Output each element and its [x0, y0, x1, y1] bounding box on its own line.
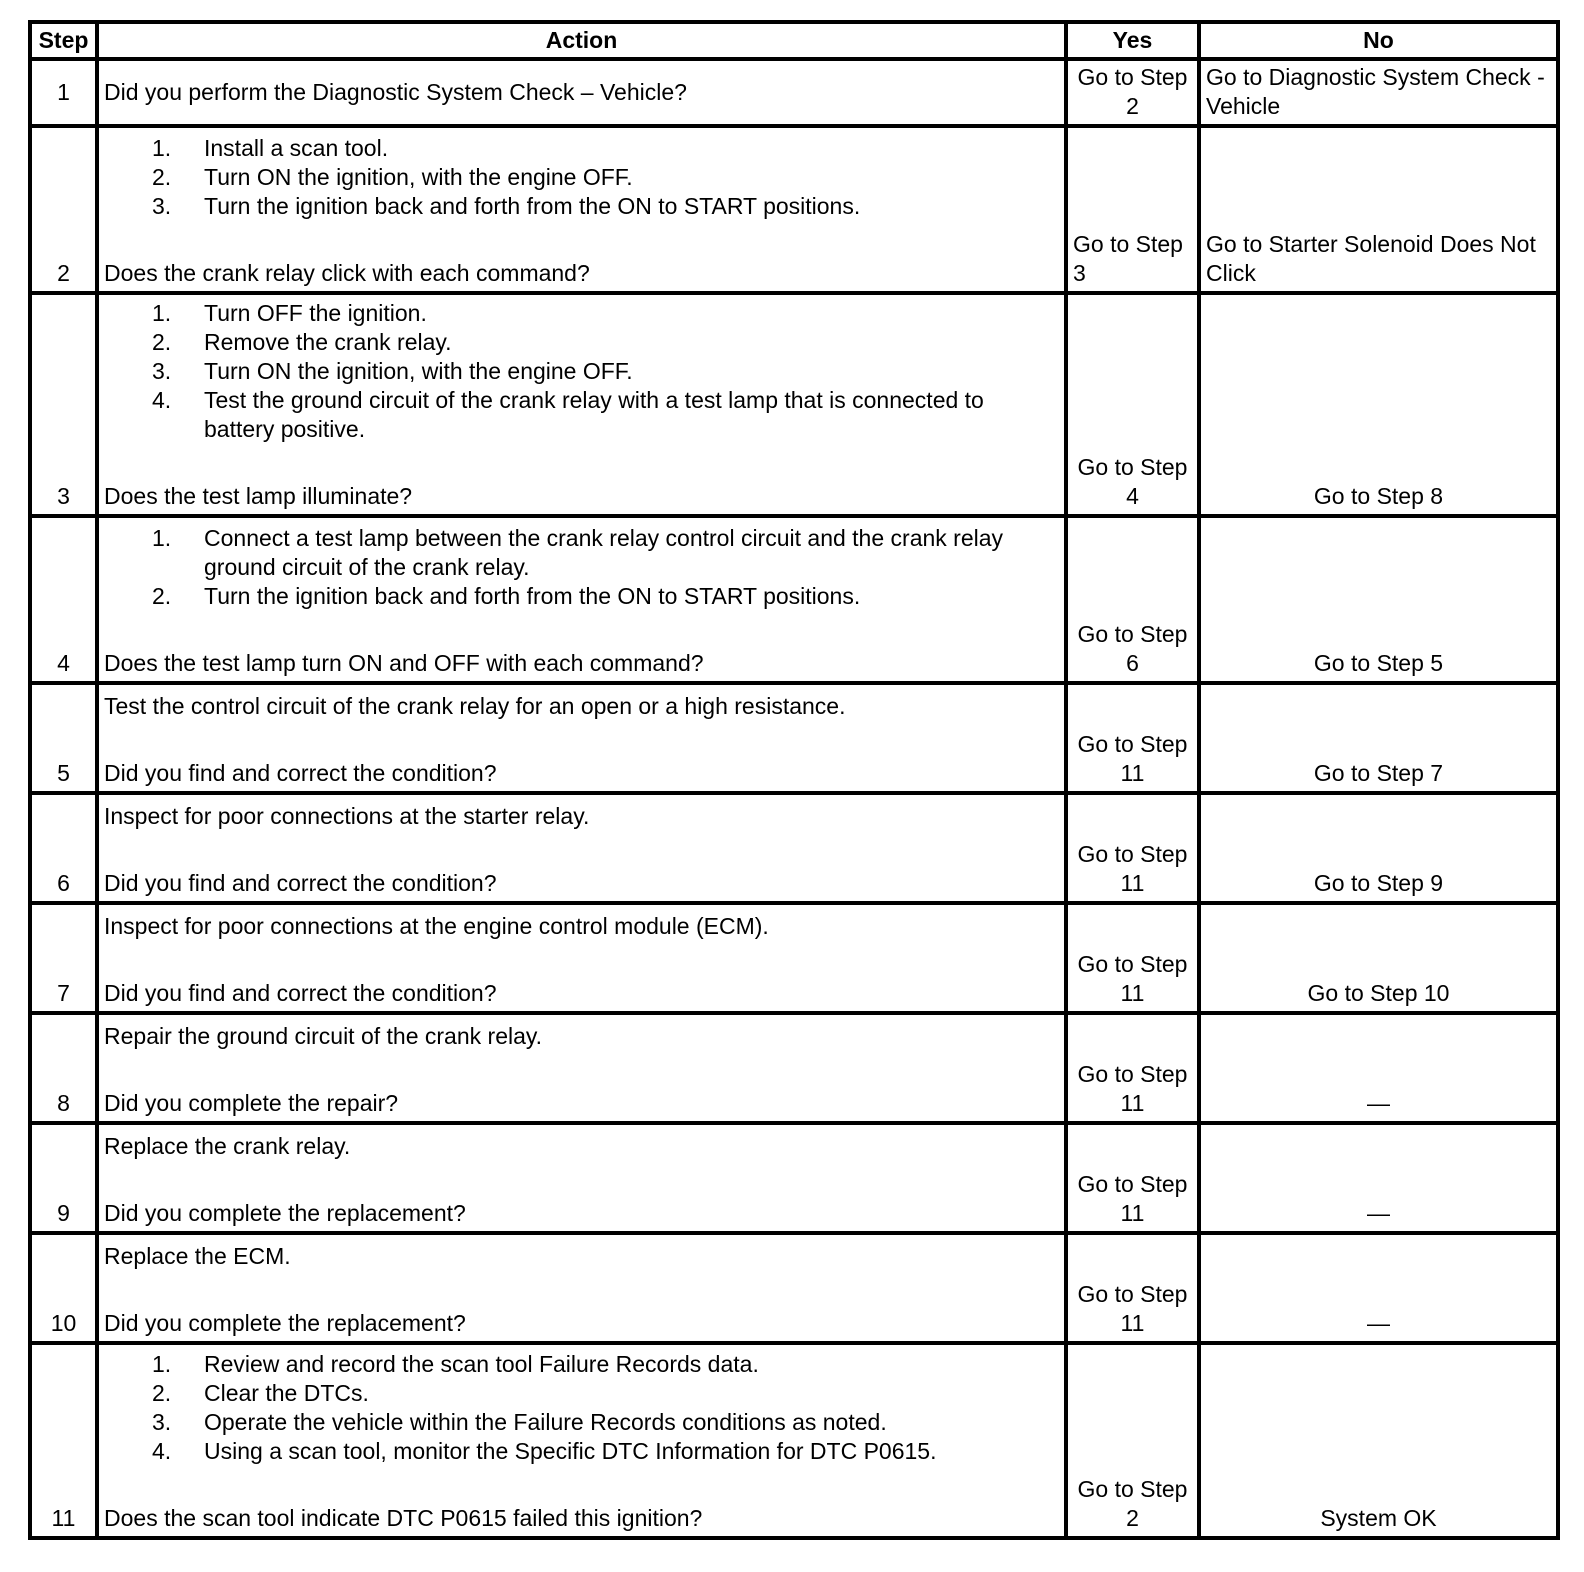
list-item-number: 2. — [152, 329, 172, 355]
action-question: Did you find and correct the condition? — [104, 760, 497, 786]
action-steps-list — [104, 134, 1059, 221]
action-instruction: Inspect for poor connections at the engine control module (ECM). — [104, 913, 769, 939]
yes-result: Go to Step 11 — [1066, 1123, 1199, 1233]
yes-result: Go to Step 11 — [1066, 683, 1199, 793]
list-item-text: Install a scan tool. — [204, 135, 389, 161]
action-question: Did you complete the replacement? — [104, 1310, 466, 1336]
action-question: Did you complete the repair? — [104, 1090, 399, 1116]
step-number: 10 — [30, 1233, 97, 1343]
list-item-number: 1. — [152, 135, 172, 161]
action-instruction: Repair the ground circuit of the crank relay. — [104, 1023, 543, 1049]
action-cell — [97, 1123, 1066, 1233]
list-item-number: 2. — [152, 1380, 172, 1406]
yes-result: Go to Step 11 — [1066, 1013, 1199, 1123]
header-row — [30, 22, 1558, 59]
list-item — [152, 1408, 1059, 1437]
step-number: 6 — [30, 793, 97, 903]
no-result: Go to Starter Solenoid Does Not Click — [1199, 126, 1558, 293]
list-item — [152, 1379, 1059, 1408]
list-item-text: Turn ON the ignition, with the engine OFF. — [204, 164, 633, 190]
list-item — [152, 386, 1059, 444]
list-item-text: Using a scan tool, monitor the Specific DTC Information for DTC P0615. — [204, 1438, 937, 1464]
table-row — [30, 516, 1558, 683]
action-question: Does the scan tool indicate DTC P0615 failed this ignition? — [104, 1505, 703, 1531]
table-row — [30, 59, 1558, 126]
table-row — [30, 903, 1558, 1013]
yes-result: Go to Step 11 — [1066, 793, 1199, 903]
list-item-number: 3. — [152, 193, 172, 219]
step-number: 5 — [30, 683, 97, 793]
table-row — [30, 683, 1558, 793]
list-item-text: Review and record the scan tool Failure Records data. — [204, 1351, 759, 1377]
table-row — [30, 126, 1558, 293]
list-item-text: Connect a test lamp between the crank relay control circuit and the crank relay ground circuit of the crank relay. — [204, 525, 1004, 580]
action-cell — [97, 126, 1066, 293]
no-result: Go to Step 7 — [1199, 683, 1558, 793]
action-cell — [97, 793, 1066, 903]
action-cell — [97, 903, 1066, 1013]
list-item-number: 3. — [152, 358, 172, 384]
action-question: Does the crank relay click with each command? — [104, 260, 590, 286]
action-steps-list — [104, 524, 1059, 611]
action-question: Did you find and correct the condition? — [104, 980, 497, 1006]
no-result: System OK — [1199, 1343, 1558, 1538]
action-instruction: Inspect for poor connections at the starter relay. — [104, 803, 590, 829]
list-item — [152, 163, 1059, 192]
step-number: 8 — [30, 1013, 97, 1123]
action-cell — [97, 1013, 1066, 1123]
list-item-text: Test the ground circuit of the crank relay with a test lamp that is connected to battery positive. — [204, 387, 984, 442]
header-step: Step — [30, 22, 97, 59]
list-item — [152, 357, 1059, 386]
list-item-number: 1. — [152, 300, 172, 326]
list-item-text: Turn the ignition back and forth from the ON to START positions. — [204, 193, 861, 219]
list-item — [152, 524, 1059, 582]
no-result: Go to Step 8 — [1199, 293, 1558, 516]
list-item — [152, 328, 1059, 357]
action-question: Does the test lamp illuminate? — [104, 483, 413, 509]
yes-result: Go to Step 3 — [1066, 126, 1199, 293]
list-item — [152, 582, 1059, 611]
action-cell — [97, 1343, 1066, 1538]
action-question: Does the test lamp turn ON and OFF with each command? — [104, 650, 704, 676]
yes-result: Go to Step 2 — [1066, 59, 1199, 126]
header-no: No — [1199, 22, 1558, 59]
list-item-text: Operate the vehicle within the Failure Records conditions as noted. — [204, 1409, 887, 1435]
list-item-number: 3. — [152, 1409, 172, 1435]
table-row — [30, 793, 1558, 903]
table-row — [30, 1233, 1558, 1343]
list-item-number: 2. — [152, 583, 172, 609]
yes-result: Go to Step 11 — [1066, 903, 1199, 1013]
list-item-text: Turn ON the ignition, with the engine OFF. — [204, 358, 633, 384]
action-steps-list — [104, 299, 1059, 444]
action-cell — [97, 516, 1066, 683]
step-number: 4 — [30, 516, 97, 683]
list-item-text: Remove the crank relay. — [204, 329, 452, 355]
action-instruction: Test the control circuit of the crank relay for an open or a high resistance. — [104, 693, 846, 719]
action-steps-list — [104, 1350, 1059, 1466]
action-cell — [97, 1233, 1066, 1343]
step-number: 2 — [30, 126, 97, 293]
action-question: Did you perform the Diagnostic System Check – Vehicle? — [97, 59, 1066, 126]
list-item-number: 2. — [152, 164, 172, 190]
step-number: 1 — [30, 59, 97, 126]
list-item — [152, 134, 1059, 163]
no-result: Go to Step 9 — [1199, 793, 1558, 903]
list-item-text: Turn OFF the ignition. — [204, 300, 427, 326]
action-cell — [97, 683, 1066, 793]
no-result: Go to Step 10 — [1199, 903, 1558, 1013]
no-result: Go to Diagnostic System Check - Vehicle — [1199, 59, 1558, 126]
action-instruction: Replace the crank relay. — [104, 1133, 351, 1159]
diagnostic-table — [28, 20, 1560, 1540]
yes-result: Go to Step 4 — [1066, 293, 1199, 516]
list-item-text: Turn the ignition back and forth from the ON to START positions. — [204, 583, 861, 609]
list-item-text: Clear the DTCs. — [204, 1380, 369, 1406]
list-item — [152, 1437, 1059, 1466]
yes-result: Go to Step 6 — [1066, 516, 1199, 683]
list-item — [152, 299, 1059, 328]
action-instruction: Replace the ECM. — [104, 1243, 291, 1269]
step-number: 3 — [30, 293, 97, 516]
list-item-number: 4. — [152, 387, 172, 413]
action-question: Did you complete the replacement? — [104, 1200, 466, 1226]
list-item-number: 4. — [152, 1438, 172, 1464]
no-result: Go to Step 5 — [1199, 516, 1558, 683]
action-question: Did you find and correct the condition? — [104, 870, 497, 896]
table-row — [30, 1013, 1558, 1123]
list-item-number: 1. — [152, 525, 172, 551]
no-result: — — [1199, 1233, 1558, 1343]
step-number: 7 — [30, 903, 97, 1013]
header-yes: Yes — [1066, 22, 1199, 59]
list-item-number: 1. — [152, 1351, 172, 1377]
table-row — [30, 293, 1558, 516]
action-cell — [97, 293, 1066, 516]
no-result: — — [1199, 1123, 1558, 1233]
step-number: 9 — [30, 1123, 97, 1233]
list-item — [152, 192, 1059, 221]
list-item — [152, 1350, 1059, 1379]
yes-result: Go to Step 11 — [1066, 1233, 1199, 1343]
yes-result: Go to Step 2 — [1066, 1343, 1199, 1538]
table-row — [30, 1343, 1558, 1538]
no-result: — — [1199, 1013, 1558, 1123]
step-number: 11 — [30, 1343, 97, 1538]
header-action: Action — [97, 22, 1066, 59]
table-row — [30, 1123, 1558, 1233]
